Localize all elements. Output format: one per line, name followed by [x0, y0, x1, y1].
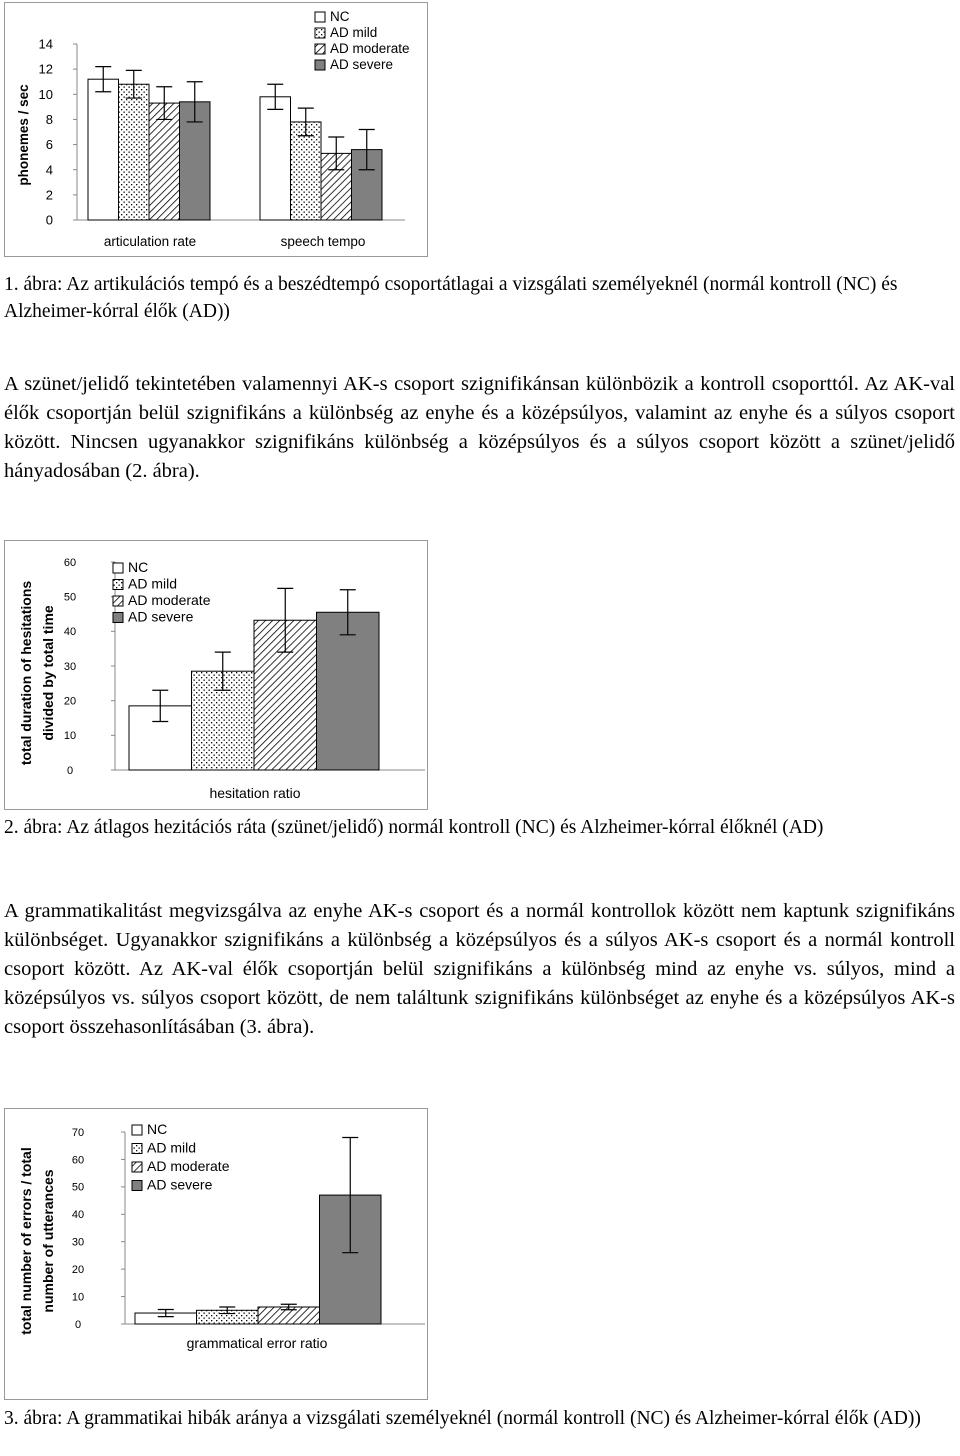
y-tick-label: 60 — [63, 556, 77, 569]
figure-1-caption: 1. ábra: Az artikulációs tempó és a beszédtempó csoportátlagai a vizsgálati személyeknél (normál kontroll (NC) és Alzheimer-kórral élők (AD)) — [4, 274, 898, 322]
legend-swatch-nc — [113, 563, 123, 573]
y-tick-label: 60 — [71, 1154, 85, 1167]
legend-label-ad-moderate: AD moderate — [128, 592, 211, 608]
paragraph-1: A szünet/jelidő tekintetében valamennyi AK-s csoport szignifikánsan különbözik a kontroll csoporttól. Az AK-val élők csoportján belül szignifikáns a különbség az enyhe és a középsúlyos, valamint az enyhe és a súlyos csoport között. Nincsen ugyanakkor szignifikáns különbség a középsúlyos és a súlyos csoport között a szünet/jelidő hányadosában (2. ábra). — [4, 373, 955, 482]
legend-swatch-ad-moderate — [132, 1162, 142, 1172]
y-tick-label: 12 — [38, 61, 53, 77]
y-tick-label: 40 — [71, 1209, 85, 1222]
y-tick-label: 50 — [63, 591, 77, 604]
figure-3-chart — [4, 1108, 428, 1400]
legend-label-nc: NC — [147, 1121, 168, 1137]
bar-ad-mild-articulation-rate — [119, 84, 150, 220]
legend-swatch-ad-mild — [315, 28, 325, 38]
category-label: articulation rate — [103, 234, 197, 249]
y-tick-label: 2 — [45, 187, 53, 203]
legend-label-ad-severe: AD severe — [147, 1176, 213, 1193]
y-tick-label: 40 — [63, 626, 77, 639]
figure-1-svg — [5, 3, 429, 258]
legend-swatch-nc — [315, 12, 325, 22]
legend-swatch-ad-mild — [132, 1144, 142, 1154]
figure-1-chart — [4, 2, 428, 257]
y-tick-label: 0 — [66, 764, 74, 777]
figure-2-caption: 2. ábra: Az átlagos hezitációs ráta (szünet/jelidő) normál kontroll (NC) és Alzheimer-kórral élőknél (AD) — [4, 817, 824, 838]
y-tick-label: 4 — [45, 162, 53, 178]
bar-nc-speech-tempo — [260, 97, 291, 220]
legend-label-ad-severe: AD severe — [128, 608, 194, 625]
y-tick-label: 0 — [74, 1318, 82, 1331]
category-label: speech tempo — [280, 234, 366, 249]
y-axis-label: number of utterances — [40, 1169, 56, 1313]
y-tick-label: 8 — [45, 111, 53, 127]
y-tick-label: 30 — [71, 1236, 85, 1249]
y-tick-label: 10 — [63, 730, 77, 743]
figure-3-svg — [5, 1109, 429, 1401]
y-tick-label: 30 — [63, 660, 77, 673]
y-tick-label: 6 — [45, 137, 53, 153]
legend-swatch-ad-moderate — [315, 44, 325, 54]
figure-2-chart — [4, 540, 428, 810]
legend-label-nc: NC — [330, 9, 350, 24]
y-tick-label: 10 — [38, 86, 53, 102]
legend-swatch-ad-severe — [315, 60, 325, 70]
legend-swatch-ad-moderate — [113, 596, 123, 606]
category-label: hesitation ratio — [209, 785, 301, 801]
legend-label-ad-moderate: AD moderate — [330, 41, 410, 56]
legend-swatch-nc — [132, 1125, 142, 1135]
bar-nc-articulation-rate — [88, 79, 119, 220]
y-tick-label: 0 — [45, 212, 53, 228]
legend-swatch-ad-mild — [113, 580, 123, 590]
y-axis-label: total duration of hesitations — [18, 580, 34, 766]
legend-label-ad-severe: AD severe — [330, 57, 394, 72]
legend-swatch-ad-severe — [113, 613, 123, 623]
y-tick-label: 14 — [38, 36, 53, 52]
y-tick-label: 50 — [71, 1181, 85, 1194]
y-axis-label: divided by total time — [40, 605, 56, 741]
legend-label-ad-moderate: AD moderate — [147, 1158, 230, 1174]
bar-ad-mild-speech-tempo — [291, 122, 322, 220]
legend-label-ad-mild: AD mild — [330, 25, 378, 40]
figure-2-svg — [5, 541, 429, 811]
y-tick-label: 20 — [63, 695, 77, 708]
paragraph-2: A grammatikalitást megvizsgálva az enyhe AK-s csoport és a normál kontrollok között nem kaptunk szignifikáns különbséget. Ugyanakkor szignifikáns a különbség a középsúlyos és a súlyos AK-s csoport és a normál kontroll csoport között. Az AK-val élők csoportján belül szignifikáns a különbség mind az enyhe vs. súlyos, mind a középsúlyos vs. súlyos csoport között, de nem találtunk szignifikáns különbséget az enyhe és a középsúlyos AK-s csoport összehasonlításában (3. ábra). — [4, 900, 955, 1038]
legend-label-ad-mild: AD mild — [147, 1139, 197, 1156]
y-tick-label: 10 — [71, 1291, 85, 1304]
category-label: grammatical error ratio — [186, 1335, 328, 1351]
legend-label-ad-mild: AD mild — [128, 575, 178, 592]
y-tick-label: 70 — [71, 1126, 85, 1139]
bar-ad-moderate-articulation-rate — [149, 103, 180, 220]
bar-ad-severe-hesitation-ratio — [317, 612, 380, 770]
figure-3-caption: 3. ábra: A grammatikai hibák aránya a vizsgálati személyeknél (normál kontroll (NC) és Alzheimer-kórral élők (AD)) — [4, 1408, 921, 1429]
y-tick-label: 20 — [71, 1263, 85, 1276]
y-axis-label: phonemes / sec — [16, 84, 31, 186]
legend-label-nc: NC — [128, 559, 149, 575]
y-axis-label: total number of errors / total — [18, 1147, 34, 1335]
legend-swatch-ad-severe — [132, 1181, 142, 1191]
